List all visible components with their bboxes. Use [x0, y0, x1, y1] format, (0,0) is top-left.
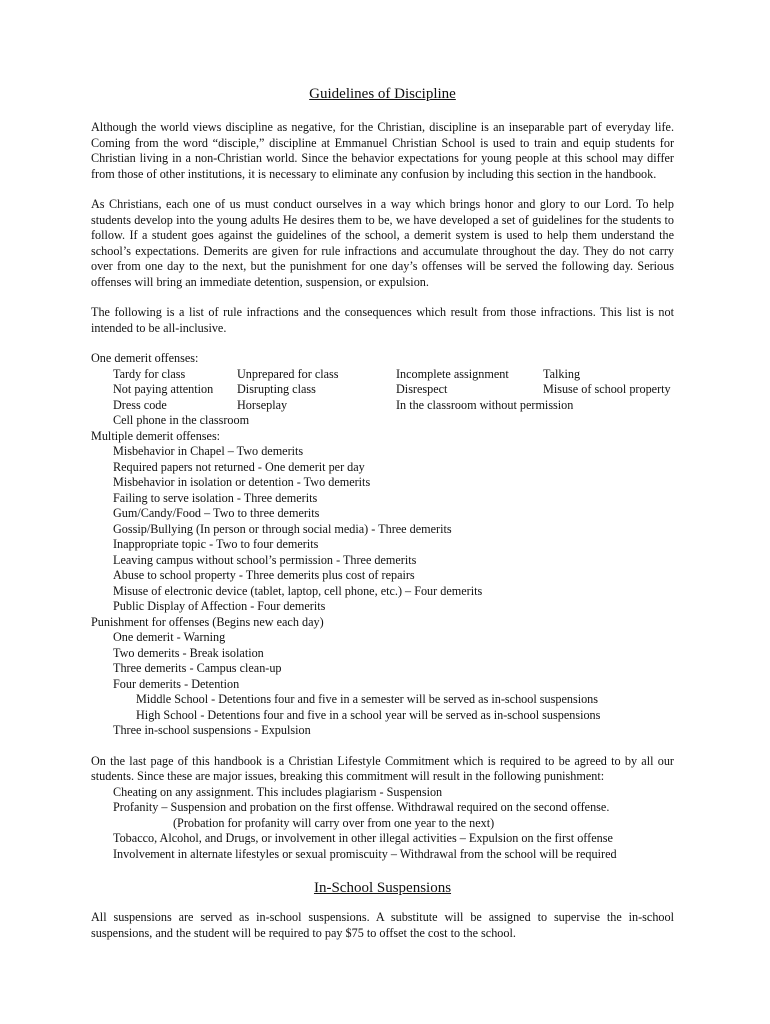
multiple-offense-item: Failing to serve isolation - Three demerits: [113, 490, 318, 505]
multiple-demerit-label: Multiple demerit offenses:: [91, 428, 221, 443]
offense-item: Tardy for class: [113, 366, 186, 381]
punishment-item: Three in-school suspensions - Expulsion: [113, 723, 311, 737]
multiple-offense-item: Inappropriate topic - Two to four demerits: [113, 537, 319, 551]
offense-item: Disrespect: [396, 382, 448, 396]
multiple-offense-item: Abuse to school property - Three demerits plus cost of repairs: [113, 568, 415, 582]
offense-item: Misuse of school property: [543, 382, 671, 396]
multiple-offense-item: Misbehavior in Chapel – Two demerits: [113, 444, 304, 458]
intro-paragraph: Although the world views discipline as negative, for the Christian, discipline is an inseparable part of everyday life. Coming from the word “disciple,” discipline at Emmanuel Christian School is used to train and equip students for Christian living in a non-Christian world. Since the behavior expectations for young people at this school may differ from those of other institutions, it is necessary to eliminate any confusion by including this section in the handbook.: [91, 120, 674, 181]
suspension-paragraph: All suspensions are served as in-school suspensions. A substitute will be assigned to supervise the in-school suspensions, and the student will be required to pay $75 to offset the cost to the school.: [91, 910, 674, 940]
offense-item: Dress code: [113, 397, 167, 412]
multiple-offense-item: Gum/Candy/Food – Two to three demerits: [113, 506, 320, 520]
offense-item: Cell phone in the classroom: [113, 413, 250, 427]
one-demerit-label: One demerit offenses:: [91, 351, 199, 365]
offense-item: Incomplete assignment: [396, 366, 509, 381]
multiple-offense-item: Required papers not returned - One demerit per day: [113, 459, 365, 474]
multiple-offense-item: Misuse of electronic device (tablet, laptop, cell phone, etc.) – Four demerits: [113, 583, 483, 598]
punishment-item: One demerit - Warning: [113, 630, 226, 644]
punishment-item: Four demerits - Detention: [113, 676, 240, 691]
lifestyle-item-tobacco: Tobacco, Alcohol, and Drugs, or involvement in other illegal activities – Expulsion on the first offense: [113, 831, 613, 845]
lifestyle-item-cheating: Cheating on any assignment. This includes plagiarism - Suspension: [113, 784, 443, 799]
multiple-offense-item: Misbehavior in isolation or detention - Two demerits: [113, 475, 371, 489]
punishment-label: Punishment for offenses (Begins new each day): [91, 614, 324, 629]
offense-item: Unprepared for class: [237, 366, 339, 381]
lifestyle-item-involvement: Involvement in alternate lifestyles or sexual promiscuity – Withdrawal from the school will be required: [113, 846, 617, 861]
offense-item: Horseplay: [237, 397, 288, 412]
lifestyle-intro-paragraph: On the last page of this handbook is a Christian Lifestyle Commitment which is required to be agreed to by all our students. Since these are major issues, breaking this commitment will result in the following punishment:: [91, 753, 674, 783]
document-body: [91, 85, 674, 941]
christian-conduct-paragraph: As Christians, each one of us must conduct ourselves in a way which brings honor and glory to our Lord. To help students develop into the young adults He desires them to be, we have developed a set of guidelines for the students to follow. If a student goes against the guidelines of the school, a demerit system is used to help them understand the school’s expectations. Demerits are given for rule infractions and accumulate throughout the day. They do not carry over from one day to the next, but the punishment for one day’s offenses will be served the following day. Serious offenses will bring an immediate detention, suspension, or expulsion.: [91, 197, 674, 289]
profanity-note: (Probation for profanity will carry over from one year to the next): [173, 815, 495, 830]
offense-item: In the classroom without permission: [396, 397, 574, 412]
punishment-item: Two demerits - Break isolation: [113, 645, 264, 660]
offense-item: Disrupting class: [237, 382, 316, 396]
page-title: Guidelines of Discipline: [309, 86, 456, 102]
offense-item: Not paying attention: [113, 382, 214, 396]
punishment-item: Three demerits - Campus clean-up: [113, 661, 282, 675]
one-demerit-grid: [113, 367, 696, 414]
multiple-offense-item: Public Display of Affection - Four demerits: [113, 599, 326, 613]
multiple-offense-item: Leaving campus without school’s permission - Three demerits: [113, 552, 417, 567]
multiple-offense-item: Gossip/Bullying (In person or through social media) - Three demerits: [113, 521, 452, 536]
detention-sub-item: High School - Detentions four and five in a school year will be served as in-school suspensions: [136, 707, 601, 722]
lifestyle-item-profanity: Profanity – Suspension and probation on the first offense. Withdrawal required on the second offense.: [113, 800, 610, 814]
detention-sub-item: Middle School - Detentions four and five in a semester will be served as in-school suspensions: [136, 692, 599, 706]
offense-item: Talking: [543, 366, 581, 381]
infractions-intro-paragraph: The following is a list of rule infractions and the consequences which result from those infractions. This list is not intended to be all-inclusive.: [91, 305, 674, 335]
suspension-title: In-School Suspensions: [313, 880, 452, 896]
